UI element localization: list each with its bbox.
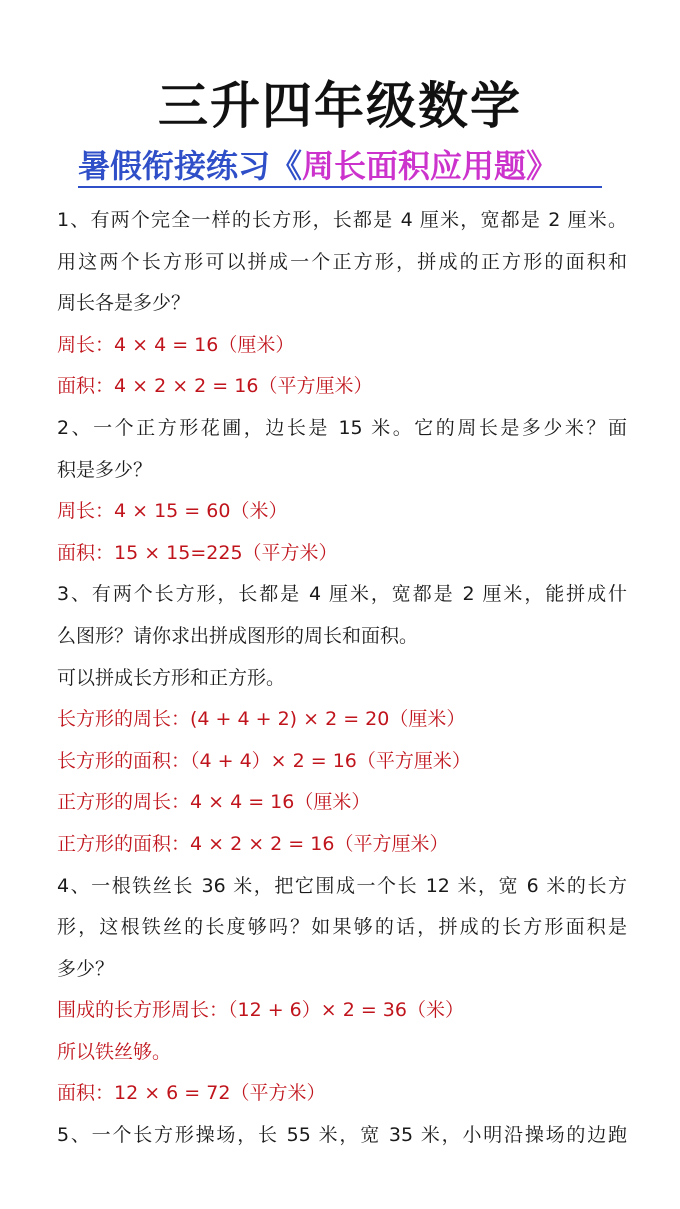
subtitle-prefix: 暑假衔接练习《 xyxy=(78,147,303,185)
answer-1-perimeter: 周长：4 × 4 = 16（厘米） xyxy=(57,333,295,356)
answer-3-square-perimeter: 正方形的周长：4 × 4 = 16（厘米） xyxy=(57,791,371,814)
question-2-line-1: 2、一个正方形花圃，边长是 15 米。它的周长是多少米？面 xyxy=(57,416,627,439)
answer-4-conclusion: 所以铁丝够。 xyxy=(57,1040,172,1063)
document-body xyxy=(57,200,627,1157)
question-1-line-2: 用这两个长方形可以拼成一个正方形，拼成的正方形的面积和 xyxy=(57,250,627,273)
question-2-line-2: 积是多少？ xyxy=(57,458,153,481)
answer-2-area: 面积：15 × 15=225（平方米） xyxy=(57,541,338,564)
subtitle-topic: 周长面积应用题 xyxy=(302,147,527,185)
document-title: 三升四年级数学 xyxy=(158,77,522,135)
question-4-line-2: 形，这根铁丝的长度够吗？如果够的话，拼成的长方形面积是 xyxy=(57,916,627,939)
question-3-line-2: 么图形？请你求出拼成图形的周长和面积。 xyxy=(57,624,419,647)
subtitle-suffix: 》 xyxy=(526,147,559,185)
answer-3-rect-perimeter: 长方形的周长：(4 + 4 + 2) × 2 = 20（厘米） xyxy=(57,708,466,731)
answer-4-perimeter: 围成的长方形周长：（12 + 6）× 2 = 36（米） xyxy=(57,999,464,1022)
question-1-line-1: 1、有两个完全一样的长方形，长都是 4 厘米，宽都是 2 厘米。 xyxy=(57,209,627,231)
question-1-line-3: 周长各是多少？ xyxy=(57,292,191,315)
question-4-line-3: 多少？ xyxy=(57,957,115,980)
question-3-line-1: 3、有两个长方形，长都是 4 厘米，宽都是 2 厘米，能拼成什 xyxy=(57,583,627,606)
question-4-line-1: 4、一根铁丝长 36 米，把它围成一个长 12 米，宽 6 米的长方 xyxy=(57,874,627,897)
answer-4-area: 面积：12 × 6 = 72（平方米） xyxy=(57,1082,326,1105)
answer-1-area: 面积：4 × 2 × 2 = 16（平方厘米） xyxy=(57,375,373,398)
document-subtitle xyxy=(78,146,602,188)
answer-2-perimeter: 周长：4 × 15 = 60（米） xyxy=(57,500,288,523)
question-5-line-1: 5、一个长方形操场，长 55 米，宽 35 米，小明沿操场的边跑 xyxy=(57,1124,627,1147)
answer-3-rect-area: 长方形的面积：（4 + 4）× 2 = 16（平方厘米） xyxy=(57,749,471,772)
answer-3-square-area: 正方形的面积：4 × 2 × 2 = 16（平方厘米） xyxy=(57,832,449,855)
question-3-line-3: 可以拼成长方形和正方形。 xyxy=(57,666,286,689)
